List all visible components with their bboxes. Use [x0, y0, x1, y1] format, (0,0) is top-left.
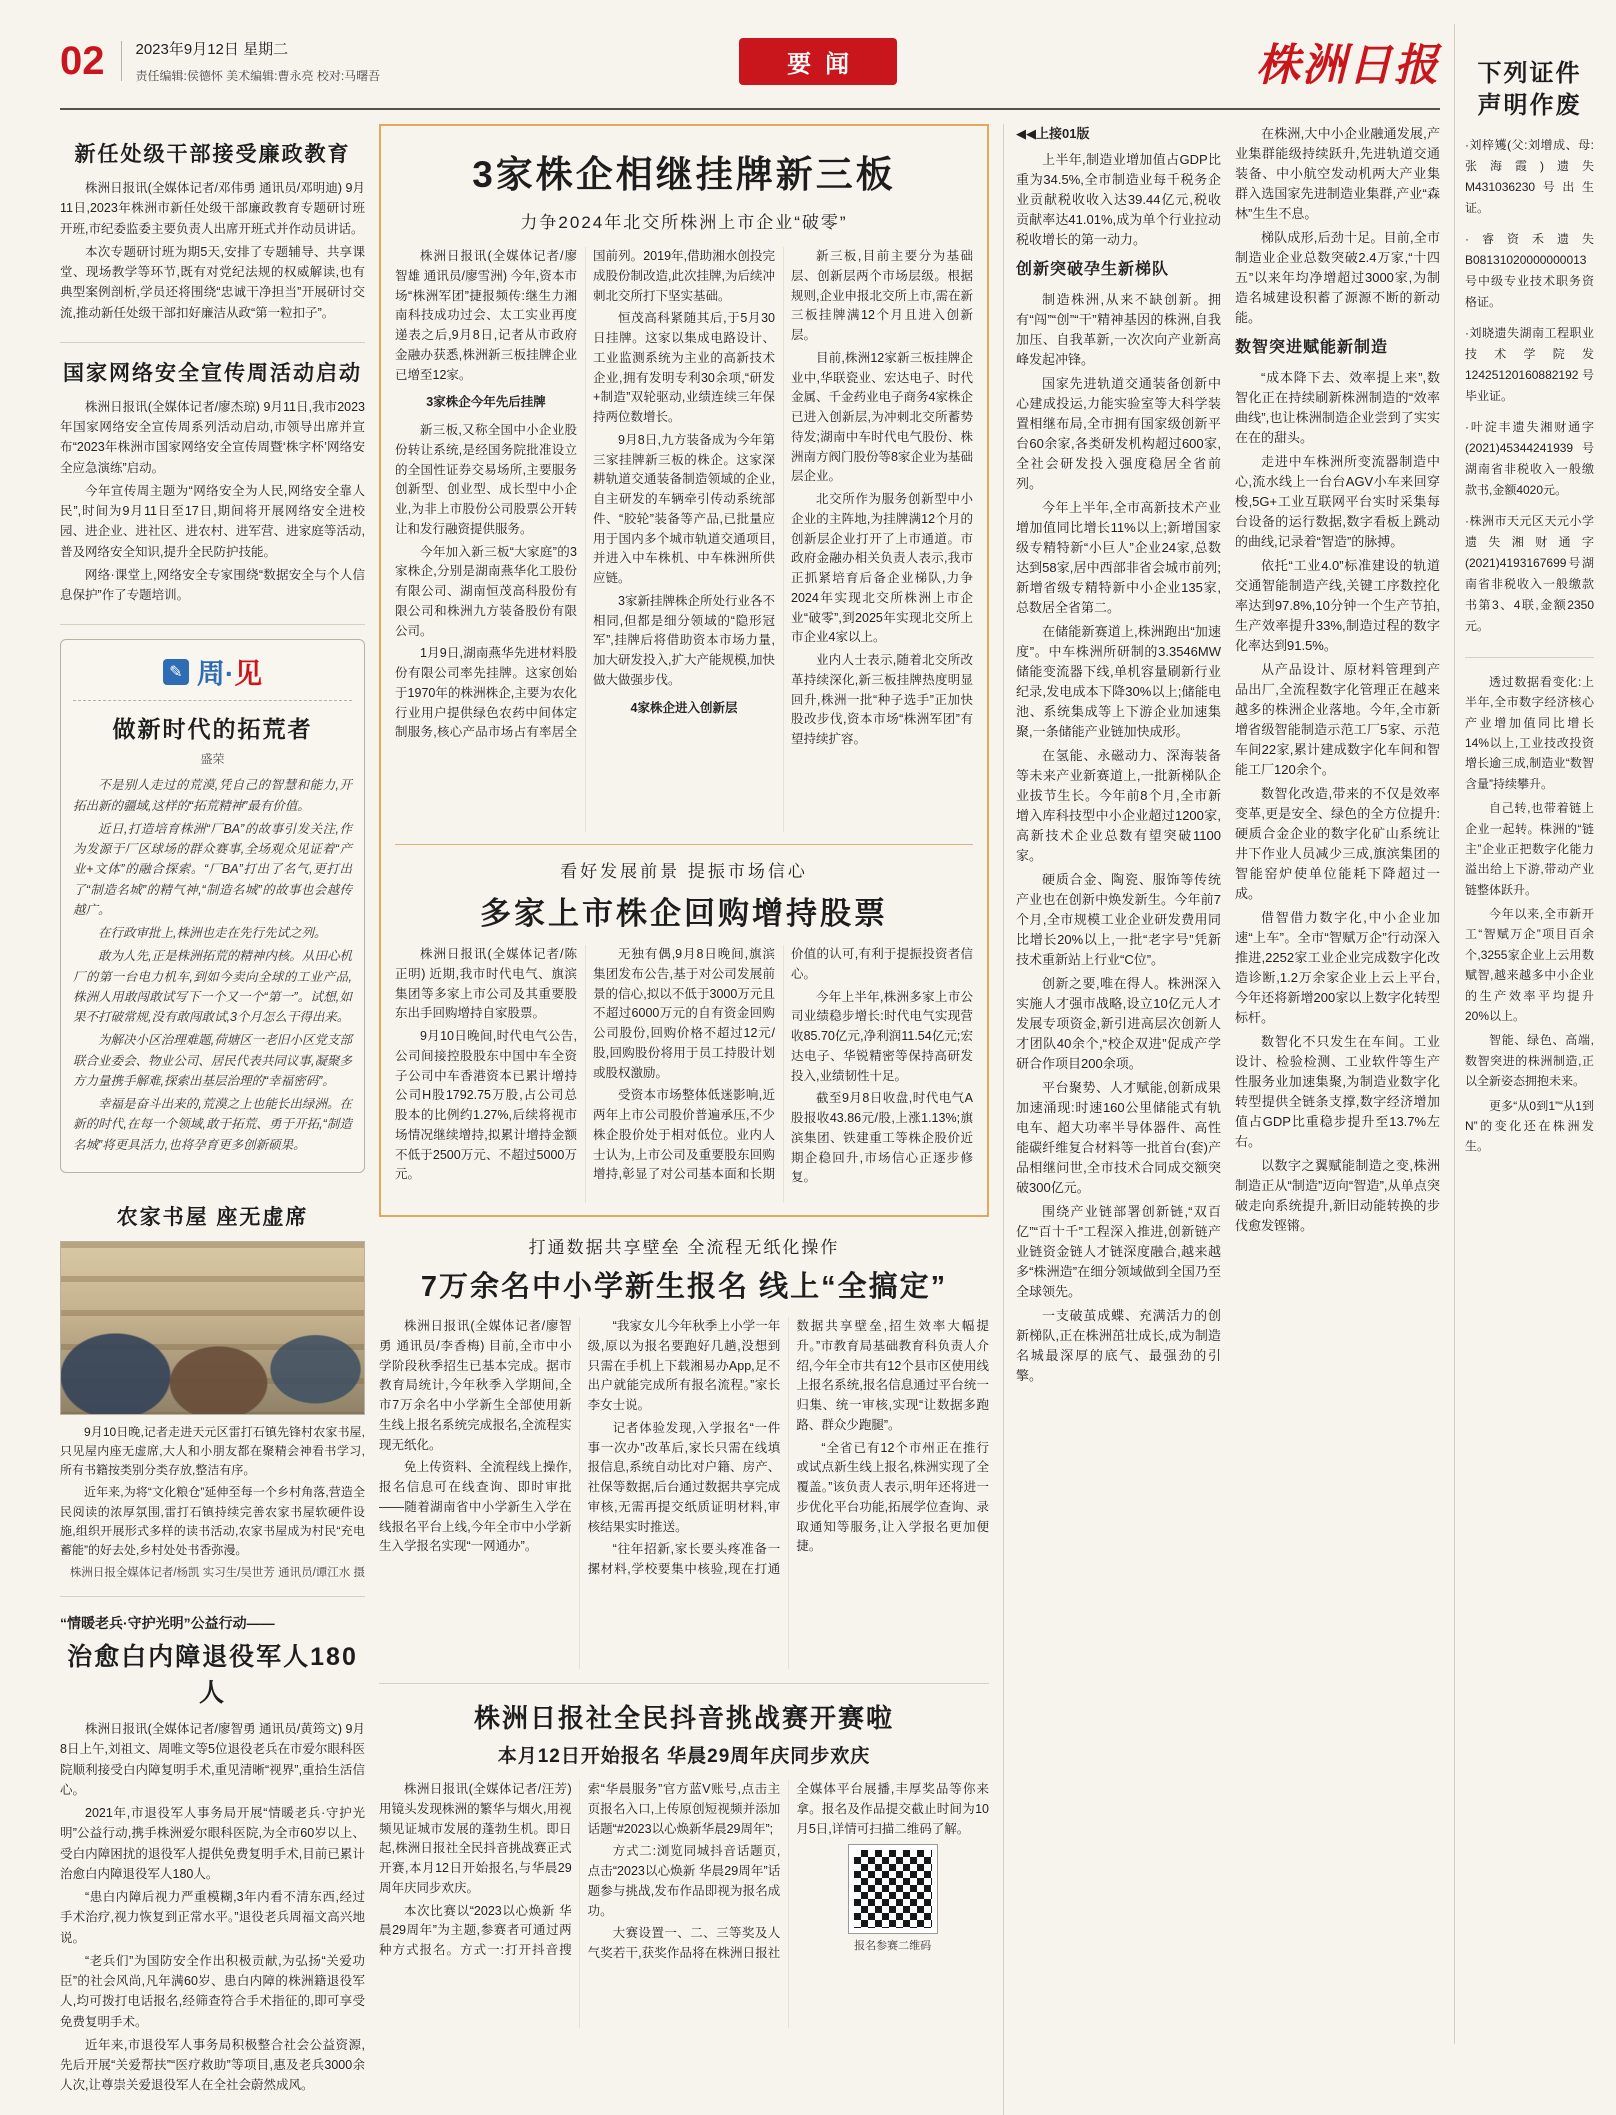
jump-column-b	[1235, 124, 1440, 2115]
body-paragraph: 近日,打造培育株洲“厂BA”的故事引发关注,作为发源于厂区球场的群众赛事,全场观众见证着“产业+文体”的融合探索。“厂BA”打出了名气,更打出了“制造名城”的精气神,“制造名城”的故事也会越传越广。	[73, 821, 352, 917]
brand-blue-part: 周·	[196, 658, 235, 690]
notice-item: ·刘晓遗失湖南工程职业技术学院发12425120160882192号毕业证。	[1465, 325, 1594, 403]
zhoujian-brand	[73, 652, 352, 701]
jump-column-c	[1465, 657, 1594, 1157]
notices-column	[1454, 24, 1594, 2044]
jump-subhead-innovation: 创新突破孕生新梯队	[1016, 261, 1170, 278]
body-paragraph: 走进中车株洲所变流器制造中心,流水线上一台台AGV小车来回穿梭,5G+工业互联网平台实时采集每台设备的运行数据,数字看板上跳动的曲线,记录着“智造”的脉搏。	[1235, 454, 1440, 549]
body-paragraph: 无独有偶,9月8日晚间,旗滨集团发布公告,基于对公司发展前景的信心,拟以不低于3000万元且不超过6000万元的自有资金回购公司股份,回购价格不超过12元/股,回购股份将用于员工持股计划或股权激励。	[593, 947, 775, 1080]
body-paragraph: 为解决小区治理难题,荷塘区一老旧小区党支部联合业委会、物业公司、居民代表共同议事,凝聚多方力量携手解难,探索出基层治理的“幸福密码”。	[73, 1033, 352, 1088]
body-paragraph: 围绕产业链部署创新链,“双百亿”“百十千”工程深入推进,创新链产业链资金链人才链深度融合,越来越多“株洲造”在细分领域做到全国乃至全球领先。	[1016, 1204, 1221, 1299]
body-paragraph: 在储能新赛道上,株洲跑出“加速度”。中车株洲所研制的3.3546MW储能变流器下线,单机容量刷新行业纪录,发电成本下降30%以上;储能电池、系统集成等上下游企业加速集聚,一条储能产业链加快成形。	[1016, 624, 1221, 739]
photo-article-title: 农家书屋 座无虚席	[116, 1205, 309, 1229]
article-school-enrollment	[379, 1217, 989, 1684]
body-paragraph: “成本降下去、效率提上来”,数智化正在持续刷新株洲制造的“效率曲线”,也让株洲制造企业尝到了实实在在的甜头。	[1235, 370, 1440, 445]
article-title: 新任处级干部接受廉政教育	[74, 143, 351, 166]
article-cadre-education	[60, 124, 365, 343]
news-photo	[60, 1241, 365, 1415]
article-kicker: “情暖老兵·守护光明”公益行动——	[60, 1615, 275, 1632]
body-paragraph: 株洲日报讯(全媒体记者/廖智勇 通讯员/黄筠文) 9月8日上午,刘祖文、周唯文等5位退役老兵在市爱尔眼科医院顺利接受白内障复明手术,重见清晰“视界”,重拾生活信心。	[60, 1722, 365, 1797]
article-body	[395, 247, 973, 832]
body-paragraph: 今年上半年,株洲多家上市公司业绩稳步增长:时代电气实现营收85.70亿元,净利润11.54亿元;宏达电子、华锐精密等保持高研发投入,业绩韧性十足。	[791, 989, 973, 1083]
continued-from-marker: ◀◀上接01版	[1016, 126, 1090, 141]
article-body	[379, 1780, 989, 2028]
jump-subhead-digital: 数智突进赋能新制造	[1235, 339, 1389, 356]
masthead: 株洲日报	[1256, 41, 1440, 90]
body-paragraph: 国家先进轨道交通装备创新中心建成投运,力能实验室等大科学装置相继布局,全市拥有国家级创新平台60余家,各类研发机构超过600家,全社会研发投入强度稳居全省前列。	[1016, 376, 1221, 491]
body-paragraph: 不是别人走过的荒漠,凭自己的智慧和能力,开拓出新的疆域,这样的“拓荒精神”最有价值。	[73, 778, 352, 813]
section-banner: 要闻	[739, 38, 897, 85]
body-paragraph: 恒茂高科紧随其后,于5月30日挂牌。这家以集成电路设计、工业监测系统为主业的高新技术企业,拥有发明专利30余项,“研发+制造”双轮驱动,业绩连续三年保持两位数增长。	[593, 311, 775, 424]
article-title: 多家上市株企回购增持股票	[480, 896, 888, 931]
article-douyin-challenge	[379, 1684, 989, 2028]
body-paragraph: “往年招新,家长要头疼准备一摞材料,学校要集中核验,现在打通数据共享壁垒,招生效率大幅提升。”市教育局基础教育科负责人介绍,今年全市共有12个县市区使用线上报名系统,报名信息通过平台统一归集、统一审核,实现“让数据多跑路、群众少跑腿”。	[587, 1319, 989, 1576]
page-number: 02	[60, 41, 122, 81]
body-paragraph: 株洲日报讯(全媒体记者/邓伟勇 通讯员/邓明迪) 9月11日,2023年株洲市新任处级干部廉政教育专题研讨班开班,市纪委监委主要负责人出席开班式并作动员讲话。	[60, 181, 365, 236]
body-paragraph: 以数字之翼赋能制造之变,株洲制造正从“制造”迈向“智造”,从单点突破走向系统提升,新旧动能转换的步伐愈发铿锵。	[1235, 1158, 1440, 1233]
article-title: 株洲日报社全民抖音挑战赛开赛啦	[473, 1703, 894, 1733]
body-paragraph: 今年以来,全市新开工“智赋万企”项目百余个,3255家企业上云用数赋智,越来越多中小企业的生产效率平均提升20%以上。	[1465, 907, 1594, 1024]
article-subtitle: 力争2024年北交所株洲上市企业“破零”	[520, 213, 848, 232]
photo-credit: 株洲日报全媒体记者/杨凯 实习生/吴世芳 通讯员/谭江水 摄	[69, 1567, 365, 1580]
body-paragraph: 业内人士表示,随着北交所改革持续深化,新三板挂牌热度明显回升,株洲一批“种子选手”正加快股改步伐,资本市场“株洲军团”有望持续扩容。	[791, 653, 973, 746]
inline-subhead: 4家株企进入创新层	[630, 700, 738, 715]
article-body	[60, 1719, 365, 2096]
body-paragraph: 1月9日,湖南燕华先进材料股份有限公司率先挂牌。这家创始于1970年的株洲株企,主要为农化行业用户提供绿色农药中间体定制服务,核心产品市场占有率居全国前列。2019年,借助湘水创投完成股份制改造,此次挂牌,为后续冲刺北交所打下坚实基础。	[395, 249, 775, 740]
body-paragraph: 今年宣传周主题为“网络安全为人民,网络安全靠人民”,时间为9月11日至17日,期间将开展网络安全进校园、进企业、进社区、进农村、进军营、进家庭等活动,普及网络安全知识,提升全民防护技能。	[60, 483, 365, 559]
jump-column-a	[1016, 124, 1221, 2115]
body-paragraph: 在氢能、永磁动力、深海装备等未来产业新赛道上,一批新梯队企业拔节生长。今年前8个月,全市新增入库科技型中小企业超过1200家,高新技术企业总数有望突破1100家。	[1016, 748, 1221, 863]
body-paragraph: 更多“从0到1”“从1到N”的变化还在株洲发生。	[1465, 1098, 1594, 1154]
body-paragraph: 9月10日晚间,时代电气公告,公司间接控股股东中国中车全资子公司中车香港资本已累计增持公司H股1792.75万股,占公司总股本的比例约1.27%,后续将视市场情况继续增持,拟累计增持金额不低于2500万元、不超过5000万元。	[395, 1029, 577, 1182]
left-column	[60, 124, 365, 2115]
body-paragraph: 智能、绿色、高端,数智突进的株洲制造,正以全新姿态拥抱未来。	[1465, 1033, 1594, 1089]
article-buyback	[395, 844, 973, 1203]
body-paragraph: 记者体验发现,入学报名“一件事一次办”改革后,家长只需在线填报信息,系统自动比对户籍、房产、社保等数据,后台通过数据共享完成审核,无需再提交纸质证明材料,审核结果实时推送。	[587, 1420, 781, 1534]
body-paragraph: 数智化改造,带来的不仅是效率变革,更是安全、绿色的全方位提升:硬质合金企业的数字化矿山系统让井下作业人员减少三成,旗滨集团的智能窑炉使单位能耗下降超过一成。	[1235, 786, 1440, 901]
body-paragraph: 平台聚势、人才赋能,创新成果加速涌现:时速160公里储能式有轨电车、超大功率半导体器件、高性能碳纤维复合材料等一批首台(套)产品相继问世,全市技术合同成交额突破300亿元。	[1016, 1080, 1221, 1195]
column-body	[73, 775, 352, 1155]
article-cybersecurity-week	[60, 343, 365, 626]
section-banner-wrap	[380, 38, 1256, 85]
center-column	[379, 124, 989, 2115]
article-body	[60, 397, 365, 606]
body-paragraph: 今年加入新三板“大家庭”的3家株企,分别是湖南燕华化工股份有限公司、湖南恒茂高科股份有限公司和株洲九方装备股份有限公司。	[395, 544, 577, 638]
notice-item: ·叶淀丰遗失湘财通字(2021)45344241939号湖南省非税收入一般缴款书,金额4020元。	[1465, 419, 1594, 497]
page-header	[60, 24, 1440, 110]
article-body	[60, 178, 365, 323]
article-kicker: 打通数据共享壁垒 全流程无纸化操作	[528, 1238, 840, 1257]
body-paragraph: 在株洲,大中小企业融通发展,产业集群能级持续跃升,先进轨道交通装备、中小航空发动机两大产业集群入选国家先进制造业集群,产业“森林”生生不息。	[1235, 126, 1440, 221]
body-paragraph: 硬质合金、陶瓷、服饰等传统产业也在创新中焕发新生。今年前7个月,全市规模工业企业研发费用同比增长20%以上,一批“老字号”凭新技术重新站上行业“C位”。	[1016, 872, 1221, 967]
article-veterans-cataract	[60, 1597, 365, 2115]
body-paragraph: 目前,株洲12家新三板挂牌企业中,华联瓷业、宏达电子、时代金属、千金药业电子商务4家株企已进入创新层,为冲刺北交所蓄势待发;湖南中车时代电气股份、株洲南方阀门股份等8家企业为基础层企业。	[791, 350, 973, 484]
qr-code	[849, 1845, 937, 1933]
body-paragraph: 株洲日报讯(全媒体记者/陈正明) 近期,我市时代电气、旗滨集团等多家上市公司及其重要股东出手回购增持自家股票。	[395, 947, 577, 1021]
body-paragraph: 株洲日报讯(全媒体记者/廖杰琼) 9月11日,我市2023年国家网络安全宣传周系列活动启动,市领导出席并宣布“2023年株洲市国家网络安全宣传周暨‘株字杯’网络安全应急演练”启动。	[60, 399, 365, 475]
body-paragraph: 株洲日报讯(全媒体记者/汪芳) 用镜头发现株洲的繁华与烟火,用视频见证城市发展的蓬勃生机。即日起,株洲日报社全民抖音挑战赛正式开赛,本月12日开始报名,与华晨29周年庆同步欢庆。	[379, 1782, 572, 1895]
body-paragraph: 上半年,制造业增加值占GDP比重为34.5%,全市制造业每千税务企业贡献税收收入达39.44亿元,税收贡献率达41.01%,成为单个行业拉动税收增长的第一动力。	[1016, 152, 1221, 247]
body-paragraph: 新三板,目前主要分为基础层、创新层两个市场层级。根据规则,企业申报北交所上市,需在新三板挂牌满12个月且进入创新层。	[791, 249, 973, 342]
body-paragraph: 受资本市场整体低迷影响,近两年上市公司股价普遍承压,不少株企股价处于相对低位。业内人士认为,上市公司及重要股东回购增持,彰显了对公司基本面和长期价值的认可,有利于提振投资者信心。	[593, 947, 973, 1182]
article-body	[379, 1317, 989, 1669]
body-paragraph: 免上传资料、全流程线上操作,报名信息可在线查询、即时审批——随着湖南省中小学新生入学在线报名平台上线,今年全市中小学新生入学报名实现“一网通办”。	[379, 1460, 572, 1554]
body-paragraph: 本次专题研讨班为期5天,安排了专题辅导、共享课堂、现场教学等环节,既有对党纪法规的权威解读,也有典型案例剖析,学员还将围绕“忠诚干净担当”开展研讨交流,推动新任处级干部扣好廉洁从政“第一粒扣子”。	[60, 244, 365, 320]
body-paragraph: 3家新挂牌株企所处行业各不相同,但都是细分领域的“隐形冠军”,挂牌后将借助资本市场力量,加大研发投入,扩大产能规模,加快做大做强步伐。	[593, 593, 775, 687]
body-paragraph: 网络·课堂上,网络安全专家围绕“数据安全与个人信息保护”作了专题培训。	[60, 567, 365, 602]
body-paragraph: 本次比赛以“2023以心焕新 华晨29周年”为主题,参赛者可通过两种方式报名。方式一:打开抖音搜索“华晨服务”官方蓝V账号,点击主页报名入口,上传原创短视频并添加话题“#2023以心焕新华晨29周年”;	[379, 1782, 781, 1957]
article-title: 国家网络安全宣传周活动启动	[63, 361, 362, 385]
qr-block	[796, 1845, 989, 1953]
zhoujian-column-box	[60, 639, 365, 1173]
body-paragraph: 株洲日报讯(全媒体记者/廖智勇 通讯员/李香梅) 目前,全市中小学阶段秋季招生已基本完成。据市教育局统计,今年秋季入学期间,全市7万余名中小学新生全部使用新生线上报名系统完成报名,全流程实现无纸化。	[379, 1319, 572, 1452]
body-paragraph: 数智化不只发生在车间。工业设计、检验检测、工业软件等生产性服务业加速集聚,为制造业数字化转型提供全链条支撑,数字经济增加值占GDP比重稳步提升至13.7%左右。	[1235, 1034, 1440, 1149]
body-paragraph: 借智借力数字化,中小企业加速“上车”。全市“智赋万企”行动深入推进,2252家工业企业完成数字化改造诊断,1.2万余家企业上云上平台,今年还将新增200家以上数字化转型标杆。	[1235, 910, 1440, 1025]
photo-article-rural-library	[60, 1187, 365, 1597]
article-body	[395, 945, 973, 1203]
inline-subhead: 3家株企今年先后挂牌	[426, 395, 546, 410]
article-title: 7万余名中小学新生报名 线上“全搞定”	[420, 1271, 948, 1303]
column-author: 盛荣	[200, 752, 225, 767]
body-paragraph: 北交所作为服务创新型中小企业的主阵地,为挂牌满12个月的创新层企业打开了上市通道。市政府金融办相关负责人表示,我市正抓紧培育后备企业梯队,力争2024年实现北交所株洲上市企业“破零”,到2025年实现北交所上市企业4家以上。	[791, 492, 973, 645]
body-paragraph: 依托“工业4.0”标准建设的轨道交通智能制造产线,关键工序数控化率达到97.8%,10分钟一个生产节拍,生产效率提升33%,制造过程的数字化率达到91.5%。	[1235, 558, 1440, 653]
caption-paragraph: 9月10日晚,记者走进天元区雷打石镇先锋村农家书屋,只见屋内座无虚席,大人和小朋友都在聚精会神看书学习,所有书籍按类别分类存放,整洁有序。	[60, 1424, 365, 1478]
body-paragraph: 今年上半年,全市高新技术产业增加值同比增长11%以上;新增国家级专精特新“小巨人”企业24家,总数达到58家,居中西部非省会城市前列;新增省级专精特新中小企业135家,总数居全省第二。	[1016, 500, 1221, 615]
body-paragraph: 2021年,市退役军人事务局开展“情暖老兵·守护光明”公益行动,携手株洲爱尔眼科医院,为全市60岁以上、受白内障困扰的退役军人提供免费复明手术,目前已累计治愈白内障退役军人180人。	[60, 1806, 365, 1881]
body-paragraph: 自己转,也带着链上企业一起转。株洲的“链主”企业正把数字化能力溢出给上下游,带动产业链整体跃升。	[1465, 801, 1594, 897]
body-paragraph: 新三板,又称全国中小企业股份转让系统,是经国务院批准设立的全国性证券交易场所,主要服务创新型、创业型、成长型中小企业,为非上市股份公司股票公开转让和发行融资提供服务。	[395, 423, 577, 536]
brand-red-part: 见	[234, 658, 263, 690]
content-columns	[60, 124, 1440, 2115]
boxed-finance-articles	[379, 124, 989, 1217]
pen-icon: ✎	[163, 659, 189, 685]
body-paragraph: “患白内障后视力严重模糊,3年内看不清东西,经过手术治疗,视力恢复到正常水平。”退役老兵周福文高兴地说。	[60, 1890, 365, 1945]
notice-item: ·刘梓矱(父:刘增成、母:张海霞)遗失M431036230号出生证。	[1465, 137, 1594, 215]
body-paragraph: 幸福是奋斗出来的,荒漠之上也能长出绿洲。在新的时代,在每一个领域,敢于拓荒、勇于开拓,“制造名城”将更具活力,也将孕育更多创新硕果。	[73, 1097, 352, 1152]
body-paragraph: “老兵们”为国防安全作出积极贡献,为弘扬“关爱功臣”的社会风尚,凡年满60岁、患白内障的株洲籍退役军人,均可拨打电话报名,经筛查符合手术指征的,即可享受免费复明手术。	[60, 1953, 365, 2029]
body-paragraph: 从产品设计、原材料管理到产品出厂,全流程数字化管理正在越来越多的株洲企业落地。今年,全市新增省级智能制造示范工厂5家、示范车间22家,累计建成数字化车间和智能工厂120余个。	[1235, 662, 1440, 777]
body-paragraph: 敢为人先,正是株洲拓荒的精神内核。从田心机厂的第一台电力机车,到如今卖向全球的工业产品,株洲人用敢闯敢试写下一个又一个“第一”。试想,如果不打破常规,没有敢闯敢试,3个月怎么干得出来。	[73, 949, 352, 1024]
page-date: 2023年9月12日 星期二	[135, 41, 289, 58]
notices-title-line2: 声明作废	[1477, 92, 1582, 120]
body-paragraph: 制造株洲,从来不缺创新。拥有“闯”“创”“干”精神基因的株洲,自我加压、自我革新,一次次向产业新高峰发起冲锋。	[1016, 292, 1221, 367]
body-paragraph: 在行政审批上,株洲也走在先行先试之列。	[98, 926, 327, 940]
body-paragraph: 透过数据看变化:上半年,全市数字经济核心产业增加值同比增长14%以上,工业技改投资增长逾三成,制造业“数智含量”持续攀升。	[1465, 674, 1594, 791]
body-paragraph: “我家女儿今年秋季上小学一年级,原以为报名要跑好几趟,没想到只需在手机上下载湘易办App,足不出户就能完成所有报名流程。”家长李女士说。	[587, 1319, 781, 1412]
body-paragraph: 梯队成形,后劲十足。目前,全市制造业企业总数突破2.4万家,“十四五”以来年均净增超过3000家,为制造名城建设积蓄了源源不断的新动能。	[1235, 230, 1440, 325]
date-block	[122, 38, 381, 84]
body-paragraph: 株洲日报讯(全媒体记者/廖智雄 通讯员/廖雪洲) 今年,资本市场“株洲军团”捷报频传:继生力湘南科技成功过会、太工实业再度递表之后,9月8日,记者从市政府金融办获悉,株洲新三板挂牌企业已增至12家。	[395, 249, 577, 382]
body-paragraph: “全省已有12个市州正在推行或试点新生线上报名,株洲实现了全覆盖。”该负责人表示,明年还将进一步优化平台功能,拓展学位查询、录取通知等服务,让入学报名更加便捷。	[796, 1440, 989, 1554]
notice-item: ·睿资禾遗失B08131020000000013号中级专业技术职务资格证。	[1465, 231, 1594, 309]
article-title: 3家株企相继挂牌新三板	[472, 154, 896, 195]
notices-title-line1: 下列证件	[1477, 60, 1582, 87]
body-paragraph: 截至9月8日收盘,时代电气A股报收43.86元/股,上涨1.13%;旗滨集团、铁建重工等株企股价近期企稳回升,市场信心正逐步修复。	[791, 1091, 973, 1185]
editors-line: 责任编辑:侯德怀 美术编辑:曹永亮 校对:马曙吾	[135, 69, 381, 83]
zhoujian-brand-text	[197, 652, 262, 692]
article-subtitle: 本月12日开始报名 华晨29周年庆同步欢庆	[497, 1746, 871, 1767]
qr-caption: 报名参赛二维码	[854, 1940, 932, 1953]
article-title: 治愈白内障退役军人180人	[67, 1643, 358, 1708]
body-paragraph: 大赛设置一、二、三等奖及人气奖若干,获奖作品将在株洲日报社全媒体平台展播,丰厚奖品等你来拿。报名及作品提交截止时间为10月5日,详情可扫描二维码了解。	[587, 1782, 989, 1960]
caption-paragraph: 近年来,为将“文化粮仓”延伸至每一个乡村角落,营造全民阅读的浓厚氛围,雷打石镇持续完善农家书屋软硬件设施,组织开展形式多样的读书活动,农家书屋成为村民“充电蓄能”的好去处,乡村处处书香弥漫。	[60, 1485, 365, 1557]
column-title: 做新时代的拓荒者	[112, 716, 313, 743]
body-paragraph: 创新之要,唯在得人。株洲深入实施人才强市战略,设立10亿元人才发展专项资金,新引进高层次创新人才团队40余个,“校企双进”促成产学研合作项目200余项。	[1016, 976, 1221, 1071]
article-kicker: 看好发展前景 提振市场信心	[560, 862, 808, 881]
body-paragraph: 近年来,市退役军人事务局积极整合社会公益资源,先后开展“关爱帮扶”“医疗救助”等项目,惠及老兵3000余人次,让尊崇关爱退役军人在全社会蔚然成风。	[60, 2037, 365, 2093]
notice-item: ·株洲市天元区天元小学遗失湘财通字(2021)4193167699号湖南省非税收入一般缴款书第3、4联,金额2350元。	[1465, 513, 1594, 633]
jump-article-columns	[1003, 124, 1440, 2115]
body-paragraph: 一支破茧成蝶、充满活力的创新梯队,正在株洲茁壮成长,成为制造名城最深厚的底气、最强劲的引擎。	[1016, 1308, 1221, 1383]
notices-title	[1465, 58, 1594, 123]
photo-caption	[60, 1423, 365, 1560]
body-paragraph: 9月8日,九方装备成为今年第三家挂牌新三板的株企。这家深耕轨道交通装备制造领域的企业,自主研发的车辆牵引传动系统部件、“胶轮”装备等产品,已批量应用于国内多个城市轨道交通项目,并进入中车株机、中车株洲所供应链。	[593, 432, 775, 585]
main-area	[60, 24, 1440, 2093]
body-paragraph: 方式二:浏览同城抖音话题页,点击“2023以心焕新 华晨29周年”话题参与挑战,发布作品即视为报名成功。	[587, 1844, 781, 1918]
